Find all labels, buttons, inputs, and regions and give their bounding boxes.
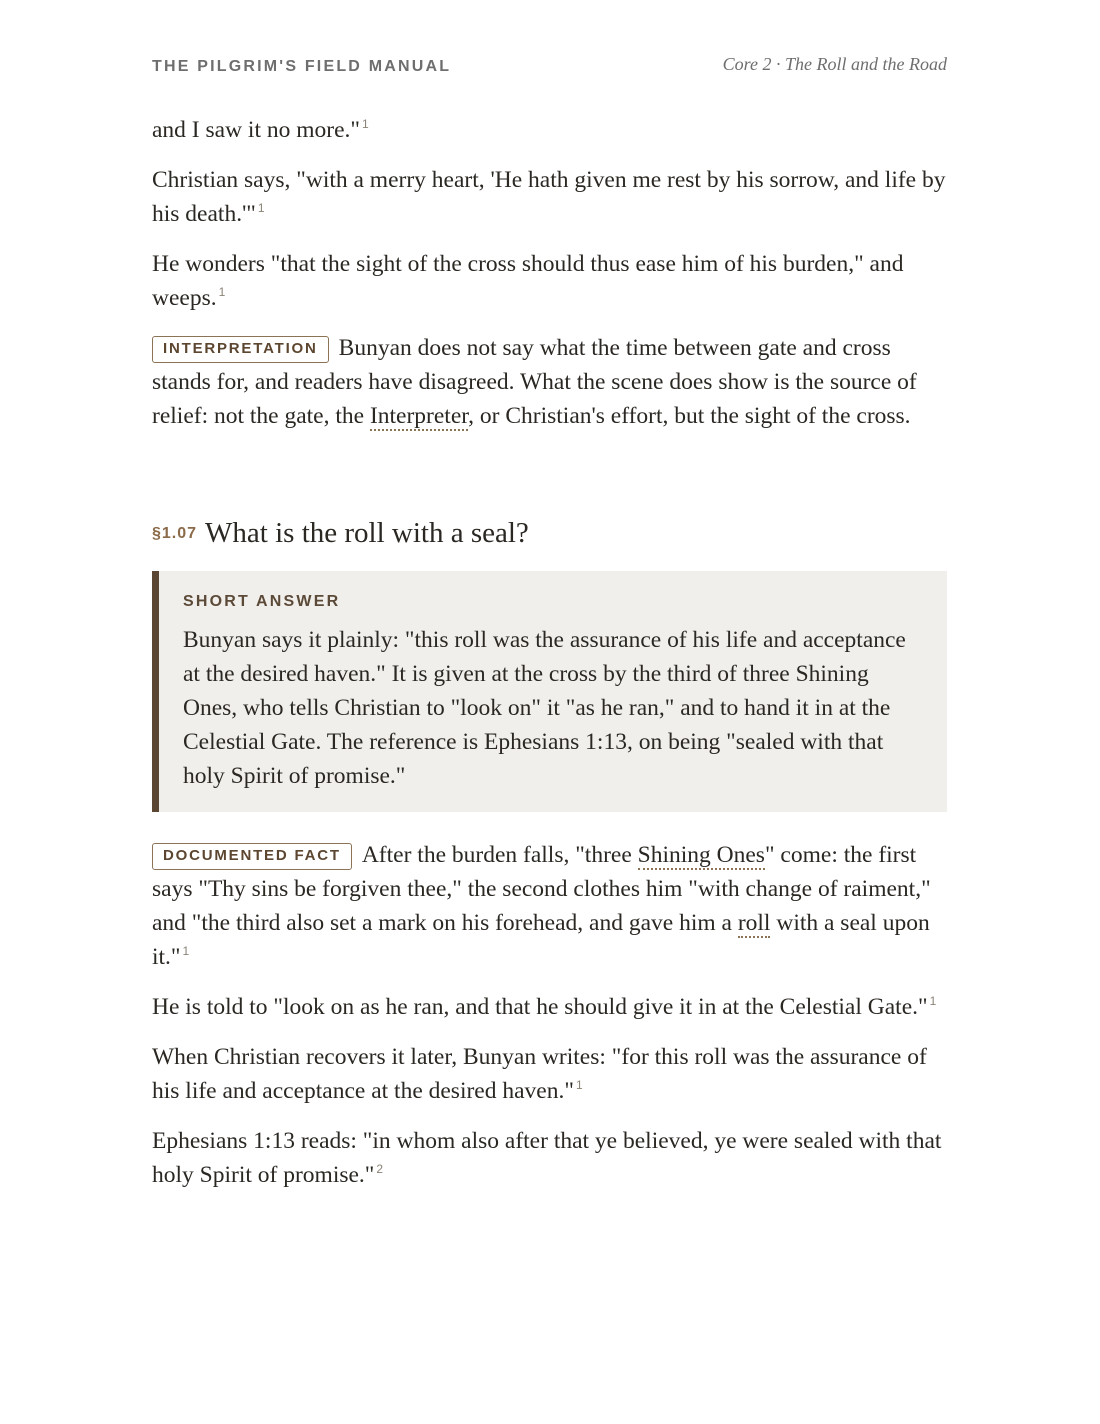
paragraph: [152, 113, 947, 147]
footnote-ref[interactable]: 1: [362, 117, 369, 131]
short-answer-text: Bunyan says it plainly: "this roll was the assurance of his life and acceptance at the desired haven." It is given at the cross by the third of three Shining Ones, who tells Christian to "look on" it "as he ran," and to hand it in at the Celestial Gate. The reference is Ephesians 1:13, on being "sealed with that holy Spirit of promise.": [183, 627, 906, 789]
paragraph: [152, 1040, 947, 1108]
running-header: Core 2 · The Roll and the Road: [722, 54, 947, 74]
footnote-ref[interactable]: 1: [257, 201, 265, 215]
page-header: [152, 0, 947, 100]
short-answer-box: [152, 571, 947, 812]
footnote-ref[interactable]: 2: [376, 1162, 384, 1176]
paragraph-text: , or Christian's effort, but the sight of the cross.: [468, 403, 911, 429]
paragraph-text: " come: the first says "Thy sins be forgiven thee," the second clothes him "with change of raiment," and "the third also set a mark on his forehead, and gave him a: [152, 842, 931, 936]
glossary-term-roll[interactable]: roll: [737, 910, 771, 936]
interpretation-paragraph: [152, 331, 947, 433]
section-heading: [152, 517, 947, 561]
interpretation-tag: INTERPRETATION: [152, 336, 329, 363]
footnote-ref[interactable]: 1: [575, 1078, 583, 1092]
paragraph: [152, 1124, 947, 1192]
paragraph-text: When Christian recovers it later, Bunyan writes: "for this roll was the assurance of his life and acceptance at the desired haven.": [152, 1044, 927, 1104]
footnote-ref[interactable]: 1: [218, 285, 226, 299]
page: [152, 0, 947, 1188]
documented-fact-tag: DOCUMENTED FACT: [152, 843, 352, 870]
paragraph: [152, 990, 947, 1024]
paragraph-text: He wonders "that the sight of the cross should thus ease him of his burden," and weeps.: [152, 251, 904, 311]
section-number: §1.07: [152, 525, 198, 542]
continued-passage: [152, 113, 947, 433]
short-answer-label: SHORT ANSWER: [183, 593, 341, 610]
paragraph-text: Ephesians 1:13 reads: "in whom also after that ye believed, ye were sealed with that holy Spirit of promise.": [152, 1128, 942, 1188]
paragraph-text: After the burden falls, "three: [361, 842, 638, 868]
footnote-ref[interactable]: 1: [929, 994, 937, 1008]
glossary-term-interpreter[interactable]: Interpreter: [369, 403, 469, 429]
paragraph-text: Christian says, "with a merry heart, 'He hath given me rest by his sorrow, and life by his death.'": [152, 167, 946, 227]
paragraph-text: He is told to "look on as he ran, and that he should give it in at the Celestial Gate.": [152, 994, 928, 1020]
documented-fact-paragraph: [152, 838, 947, 974]
section-body: [152, 838, 947, 1192]
paragraph-text: Bunyan does not say what the time between gate and cross stands for, and readers have disagreed. What the scene does show is the source of relief: not the gate, the: [152, 335, 917, 429]
paragraph-text: and I saw it no more.": [152, 117, 360, 143]
paragraph: [152, 247, 947, 315]
glossary-term-shining-ones[interactable]: Shining Ones: [637, 842, 765, 868]
manual-title: THE PILGRIM'S FIELD MANUAL: [152, 58, 452, 75]
section-title: What is the roll with a seal?: [205, 517, 529, 549]
paragraph: [152, 163, 947, 231]
footnote-ref[interactable]: 1: [182, 944, 190, 958]
paragraph-text: with a seal upon it.": [152, 910, 930, 970]
